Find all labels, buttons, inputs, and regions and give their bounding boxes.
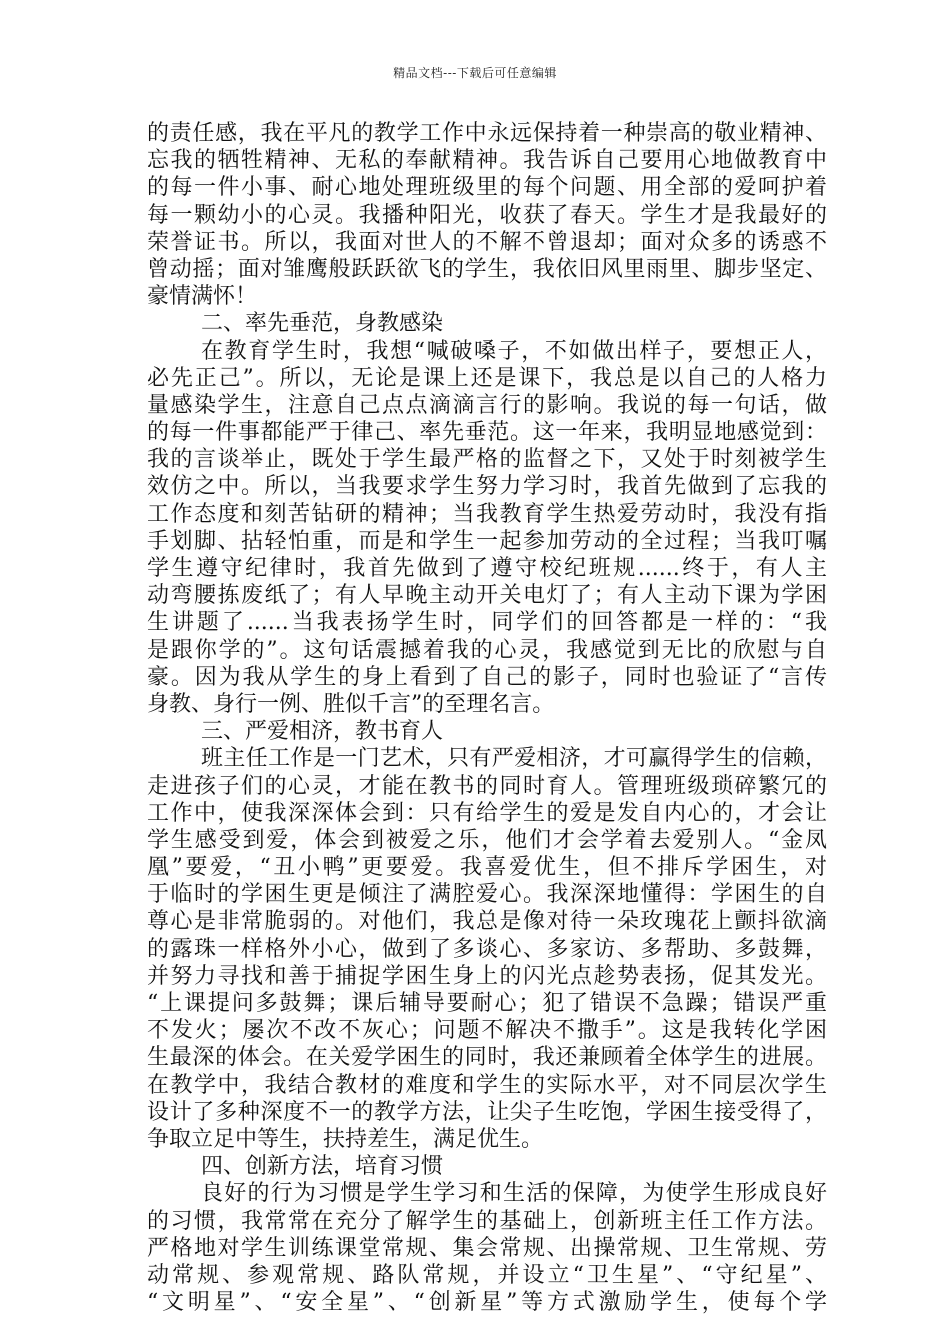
text-line: 在教学中，我结合教材的难度和学生的实际水平，对不同层次学生 <box>147 1072 827 1098</box>
text-line: “文明星”、“安全星”、“创新星”等方式激励学生，使每个学 <box>147 1290 827 1316</box>
text-line: 工作态度和刻苦钻研的精神；当我教育学生热爱劳动时，我没有指 <box>147 501 827 527</box>
text-line: 凰”要爱，“丑小鸭”更要爱。我喜爱优生，但不排斥学困生，对 <box>147 855 827 881</box>
text-line: 动常规、参观常规、路队常规，并设立“卫生星”、“守纪星”、 <box>147 1262 827 1288</box>
text-line: 学生遵守纪律时，我首先做到了遵守校纪班规......终于，有人主 <box>147 556 827 581</box>
text-line: 荣誉证书。所以，我面对世人的不解不曾退却；面对众多的诱惑不 <box>147 229 827 255</box>
text-line: 必先正己”。所以，无论是课上还是课下，我总是以自己的人格力 <box>147 365 827 391</box>
text-line: 良好的行为习惯是学生学习和生活的保障，为使学生形成良好 <box>201 1181 827 1207</box>
text-line: 的习惯，我常常在充分了解学生的基础上，创新班主任工作方法。 <box>147 1208 827 1234</box>
text-line: 严格地对学生训练课堂常规、集会常规、出操常规、卫生常规、劳 <box>147 1235 827 1261</box>
section-heading: 四、创新方法，培育习惯 <box>201 1154 444 1180</box>
text-line: “上课提问多鼓舞；课后辅导要耐心；犯了错误不急躁；错误严重 <box>147 991 827 1016</box>
document-body <box>147 120 827 1316</box>
text-line: 班主任工作是一门艺术，只有严爱相济，才可赢得学生的信赖， <box>201 746 827 772</box>
section-heading: 三、严爱相济，教书育人 <box>201 719 444 745</box>
text-line: 的每一件小事、耐心地处理班级里的每个问题、用全部的爱呵护着 <box>147 175 827 201</box>
text-line: 尊心是非常脆弱的。对他们，我总是像对待一朵玫瑰花上颤抖欲滴 <box>147 909 827 935</box>
text-line: 手划脚、拈轻怕重，而是和学生一起参加劳动的全过程；当我叮嘱 <box>147 528 827 554</box>
text-line: 生讲题了......当我表扬学生时，同学们的回答都是一样的：“我 <box>147 610 827 636</box>
text-line: 的露珠一样格外小心，做到了多谈心、多家访、多帮助、多鼓舞， <box>147 936 827 962</box>
text-line: 工作中，使我深深体会到：只有给学生的爱是发自内心的，才会让 <box>147 800 827 826</box>
text-line: 我的言谈举止，既处于学生最严格的监督之下，又处于时刻被学生 <box>147 447 827 473</box>
text-line: 豪。因为我从学生的身上看到了自己的影子，同时也验证了“言传 <box>147 664 827 690</box>
text-line: 并努力寻找和善于捕捉学困生身上的闪光点趁势表扬，促其发光。 <box>147 963 827 989</box>
text-line: 身教、身行一例、胜似千言”的至理名言。 <box>147 691 555 717</box>
text-line: 走进孩子们的心灵，才能在教书的同时育人。管理班级琐碎繁冗的 <box>147 773 827 799</box>
text-line: 在教育学生时，我想“喊破嗓子，不如做出样子，要想正人， <box>201 338 827 364</box>
text-line: 不发火；屡次不改不灰心；问题不解决不撒手”。这是我转化学困 <box>147 1018 827 1044</box>
text-line: 是跟你学的”。这句话震撼着我的心灵，我感觉到无比的欣慰与自 <box>147 637 827 663</box>
text-line: 每一颗幼小的心灵。我播种阳光，收获了春天。学生才是我最好的 <box>147 202 827 228</box>
text-line: 效仿之中。所以，当我要求学生努力学习时，我首先做到了忘我的 <box>147 474 827 500</box>
text-line: 的每一件事都能严于律己、率先垂范。这一年来，我明显地感觉到： <box>147 420 827 446</box>
text-line: 动弯腰拣废纸了；有人早晚主动开关电灯了；有人主动下课为学困 <box>147 583 827 609</box>
section-heading: 二、率先垂范，身教感染 <box>201 311 444 337</box>
text-line: 生最深的体会。在关爱学困生的同时，我还兼顾着全体学生的进展。 <box>147 1045 827 1071</box>
text-line: 争取立足中等生，扶持差生，满足优生。 <box>147 1126 544 1152</box>
text-line: 设计了多种深度不一的教学方法，让尖子生吃饱，学困生接受得了， <box>147 1099 827 1125</box>
text-line: 于临时的学困生更是倾注了满腔爱心。我深深地懂得：学困生的自 <box>147 882 827 908</box>
text-line: 曾动摇；面对雏鹰般跃跃欲飞的学生，我依旧风里雨里、脚步坚定、 <box>147 256 827 282</box>
text-line: 学生感受到爱，体会到被爱之乐，他们才会学着去爱别人。“金凤 <box>147 827 827 853</box>
text-line: 豪情满怀！ <box>147 284 258 310</box>
text-line: 的责任感，我在平凡的教学工作中永远保持着一种崇高的敬业精神、 <box>147 121 827 146</box>
page-header: 精品文档---下载后可任意编辑 <box>393 66 557 80</box>
text-line: 忘我的牺牲精神、无私的奉献精神。我告诉自己要用心地做教育中 <box>147 148 827 174</box>
text-line: 量感染学生，注意自己点点滴滴言行的影响。我说的每一句话，做 <box>147 392 827 418</box>
